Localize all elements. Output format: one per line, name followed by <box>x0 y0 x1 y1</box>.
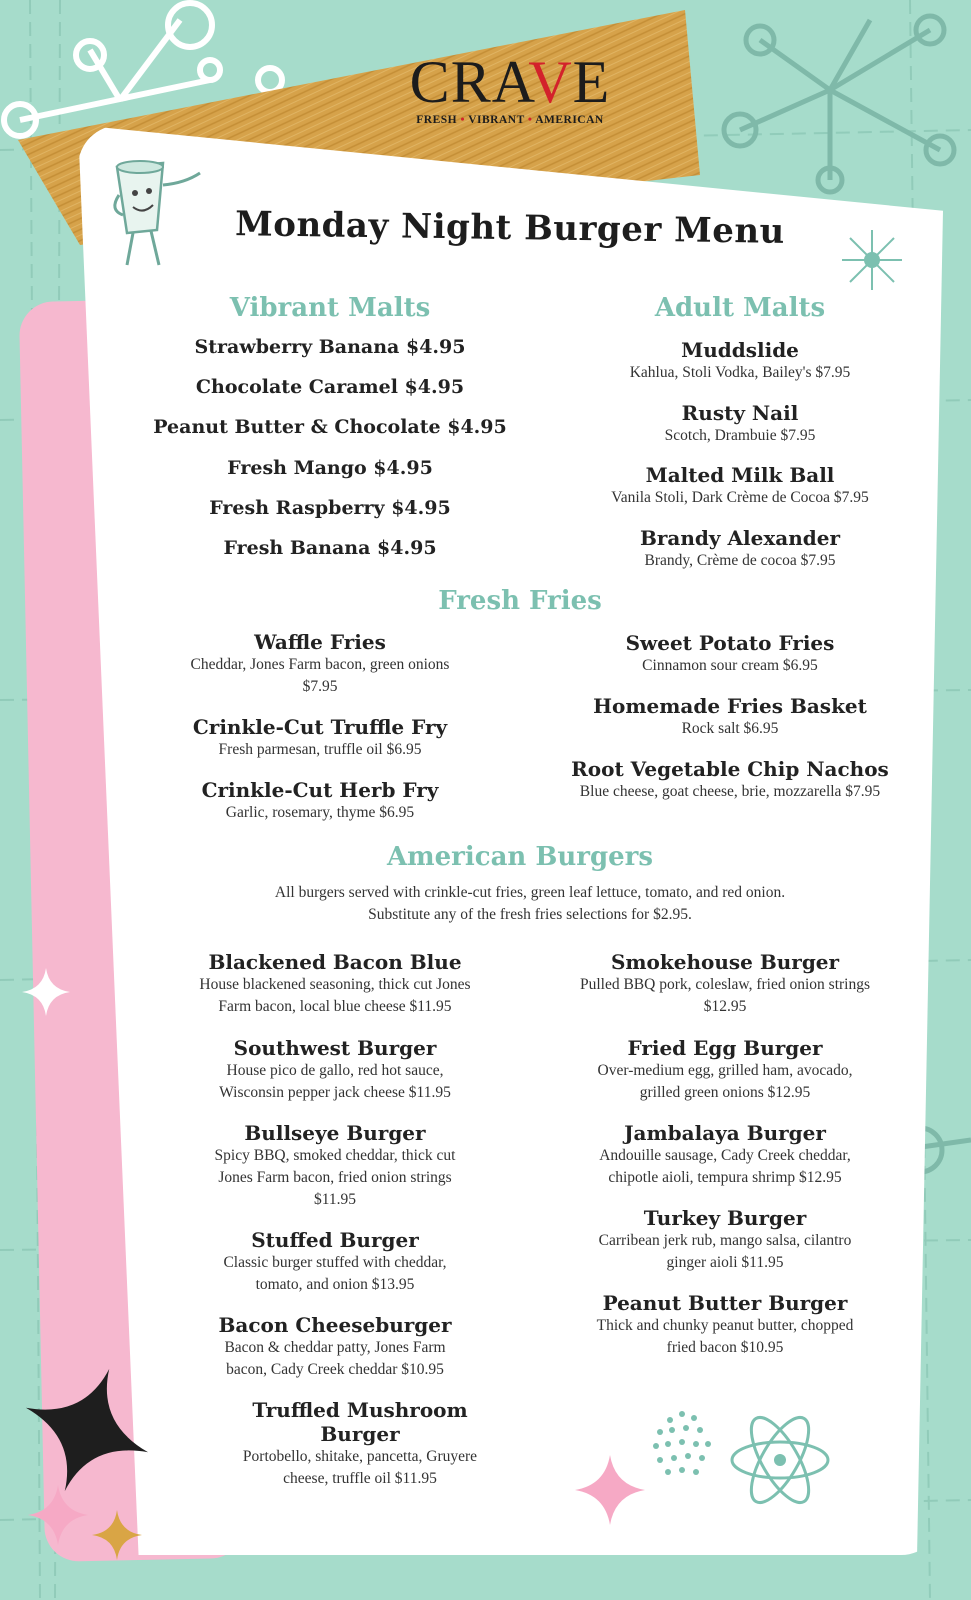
item-description: Fresh parmesan, truffle oil $6.95 <box>218 741 422 758</box>
adult-malts-heading: Adult Malts <box>654 293 826 323</box>
item-name: Turkey Burger <box>643 1206 807 1230</box>
item-description: Pulled BBQ pork, coleslaw, fried onion strings <box>579 976 871 993</box>
item-description: Classic burger stuffed with cheddar, <box>223 1254 447 1271</box>
item-name: Homemade Fries Basket <box>593 694 867 718</box>
item-description: grilled green onions $12.95 <box>639 1084 811 1101</box>
item-description: Scotch, Drambuie $7.95 <box>664 427 816 444</box>
item-name: Southwest Burger <box>233 1036 437 1060</box>
item-description: Vanila Stoli, Dark Crème de Cocoa $7.95 <box>611 489 869 506</box>
item-description: House blackened seasoning, thick cut Jones <box>199 976 471 993</box>
item-name: Peanut Butter Burger <box>602 1291 848 1315</box>
list-item <box>160 950 510 1018</box>
list-item <box>540 1036 910 1104</box>
list-item <box>160 1228 510 1296</box>
item-description: cheese, truffle oil $11.95 <box>283 1470 437 1487</box>
page-title: Monday Night Burger Menu <box>234 204 786 252</box>
item-name: Sweet Potato Fries <box>625 631 835 655</box>
item-description: House pico de gallo, red hot sauce, <box>226 1062 444 1079</box>
logo-wordmark: CRAVE <box>409 49 611 115</box>
list-item <box>160 1036 510 1104</box>
item-description: Jones Farm bacon, fried onion strings <box>218 1169 452 1186</box>
list-item: Chocolate Caramel $4.95 <box>195 376 465 398</box>
atom-icon <box>640 1400 840 1520</box>
list-item <box>560 401 920 447</box>
item-description: Spicy BBQ, smoked cheddar, thick cut <box>214 1147 456 1164</box>
list-item <box>190 1398 530 1490</box>
burger-note <box>180 882 880 926</box>
list-item <box>540 1206 910 1274</box>
list-item: Fresh Mango $4.95 <box>227 457 433 479</box>
list-item <box>545 694 915 740</box>
logo-tagline: FRESH • VIBRANT • AMERICAN <box>416 114 604 126</box>
list-item <box>560 338 920 384</box>
item-name: Bacon Cheeseburger <box>218 1313 452 1337</box>
crave-logo <box>400 49 620 126</box>
black-star-icon <box>22 1365 152 1495</box>
list-item <box>545 757 915 803</box>
list-item <box>140 778 500 824</box>
item-description: Cheddar, Jones Farm bacon, green onions <box>190 656 450 673</box>
item-description: Thick and chunky peanut butter, chopped <box>596 1317 854 1334</box>
fresh-fries-heading: Fresh Fries <box>438 586 602 616</box>
item-name: Jambalaya Burger <box>624 1121 826 1145</box>
item-name: Muddslide <box>681 338 799 362</box>
pink-star-icon <box>575 1455 645 1525</box>
note-line: All burgers served with crinkle-cut fries, green leaf lettuce, tomato, and red onion. <box>274 884 786 901</box>
item-name: Stuffed Burger <box>251 1228 419 1252</box>
item-name: Fried Egg Burger <box>627 1036 823 1060</box>
note-line: Substitute any of the fresh fries selections for $2.95. <box>368 906 692 923</box>
gold-sparkle-icon <box>92 1510 142 1560</box>
item-description: Farm bacon, local blue cheese $11.95 <box>218 998 452 1015</box>
item-name: Bullseye Burger <box>244 1121 426 1145</box>
item-name: Rusty Nail <box>681 401 799 425</box>
list-item <box>560 526 920 572</box>
item-description: Cinnamon sour cream $6.95 <box>642 657 818 674</box>
list-item <box>540 950 910 1018</box>
item-description: Wisconsin pepper jack cheese $11.95 <box>219 1084 451 1101</box>
item-description: chipotle aioli, tempura shrimp $12.95 <box>608 1169 842 1186</box>
item-description: Bacon & cheddar patty, Jones Farm <box>224 1339 446 1356</box>
item-description: Garlic, rosemary, thyme $6.95 <box>225 804 415 821</box>
item-description: Over-medium egg, grilled ham, avocado, <box>597 1062 853 1079</box>
item-price: $11.95 <box>313 1191 357 1208</box>
list-item <box>545 631 915 677</box>
item-description: bacon, Cady Creek cheddar $10.95 <box>226 1361 444 1378</box>
item-name: Blackened Bacon Blue <box>208 950 462 974</box>
list-item <box>560 463 920 509</box>
item-description: ginger aioli $11.95 <box>666 1254 784 1271</box>
vibrant-malts-heading: Vibrant Malts <box>229 293 431 323</box>
list-item <box>540 1121 910 1189</box>
item-name: Brandy Alexander <box>639 526 841 550</box>
pink-sparkle-icon <box>28 1485 88 1545</box>
item-name: Truffled Mushroom <box>252 1398 468 1422</box>
item-description: fried bacon $10.95 <box>666 1339 784 1356</box>
list-item: Fresh Banana $4.95 <box>223 537 437 559</box>
item-name: Waffle Fries <box>254 630 386 654</box>
item-description: Andouille sausage, Cady Creek cheddar, <box>599 1147 851 1164</box>
item-name: Smokehouse Burger <box>610 950 840 974</box>
white-sparkle-icon <box>22 968 70 1016</box>
item-name: Malted Milk Ball <box>645 463 835 487</box>
item-description: Blue cheese, goat cheese, brie, mozzarella $7.95 <box>579 783 881 800</box>
item-name: Root Vegetable Chip Nachos <box>571 757 889 781</box>
item-name: Burger <box>320 1422 400 1446</box>
item-description: Kahlua, Stoli Vodka, Bailey's $7.95 <box>629 364 851 381</box>
item-description: Brandy, Crème de cocoa $7.95 <box>644 552 836 569</box>
item-description: Carribean jerk rub, mango salsa, cilantro <box>598 1232 852 1249</box>
item-price: $7.95 <box>302 678 338 695</box>
item-description: Rock salt $6.95 <box>681 720 779 737</box>
list-item <box>160 1121 510 1211</box>
item-description: Portobello, shitake, pancetta, Gruyere <box>242 1448 478 1465</box>
list-item: Fresh Raspberry $4.95 <box>209 497 451 519</box>
item-price: $12.95 <box>703 998 747 1015</box>
american-burgers-heading: American Burgers <box>386 842 654 872</box>
item-name: Crinkle-Cut Herb Fry <box>201 778 439 802</box>
list-item <box>160 1313 510 1381</box>
item-name: Crinkle-Cut Truffle Fry <box>192 715 448 739</box>
item-description: tomato, and onion $13.95 <box>255 1276 415 1293</box>
milkshake-mascot-icon <box>105 155 215 275</box>
list-item: Peanut Butter & Chocolate $4.95 <box>153 416 507 438</box>
list-item <box>540 1291 910 1359</box>
list-item <box>140 630 500 698</box>
sparkle-icon <box>840 228 904 292</box>
list-item <box>140 715 500 761</box>
list-item: Strawberry Banana $4.95 <box>194 336 466 358</box>
